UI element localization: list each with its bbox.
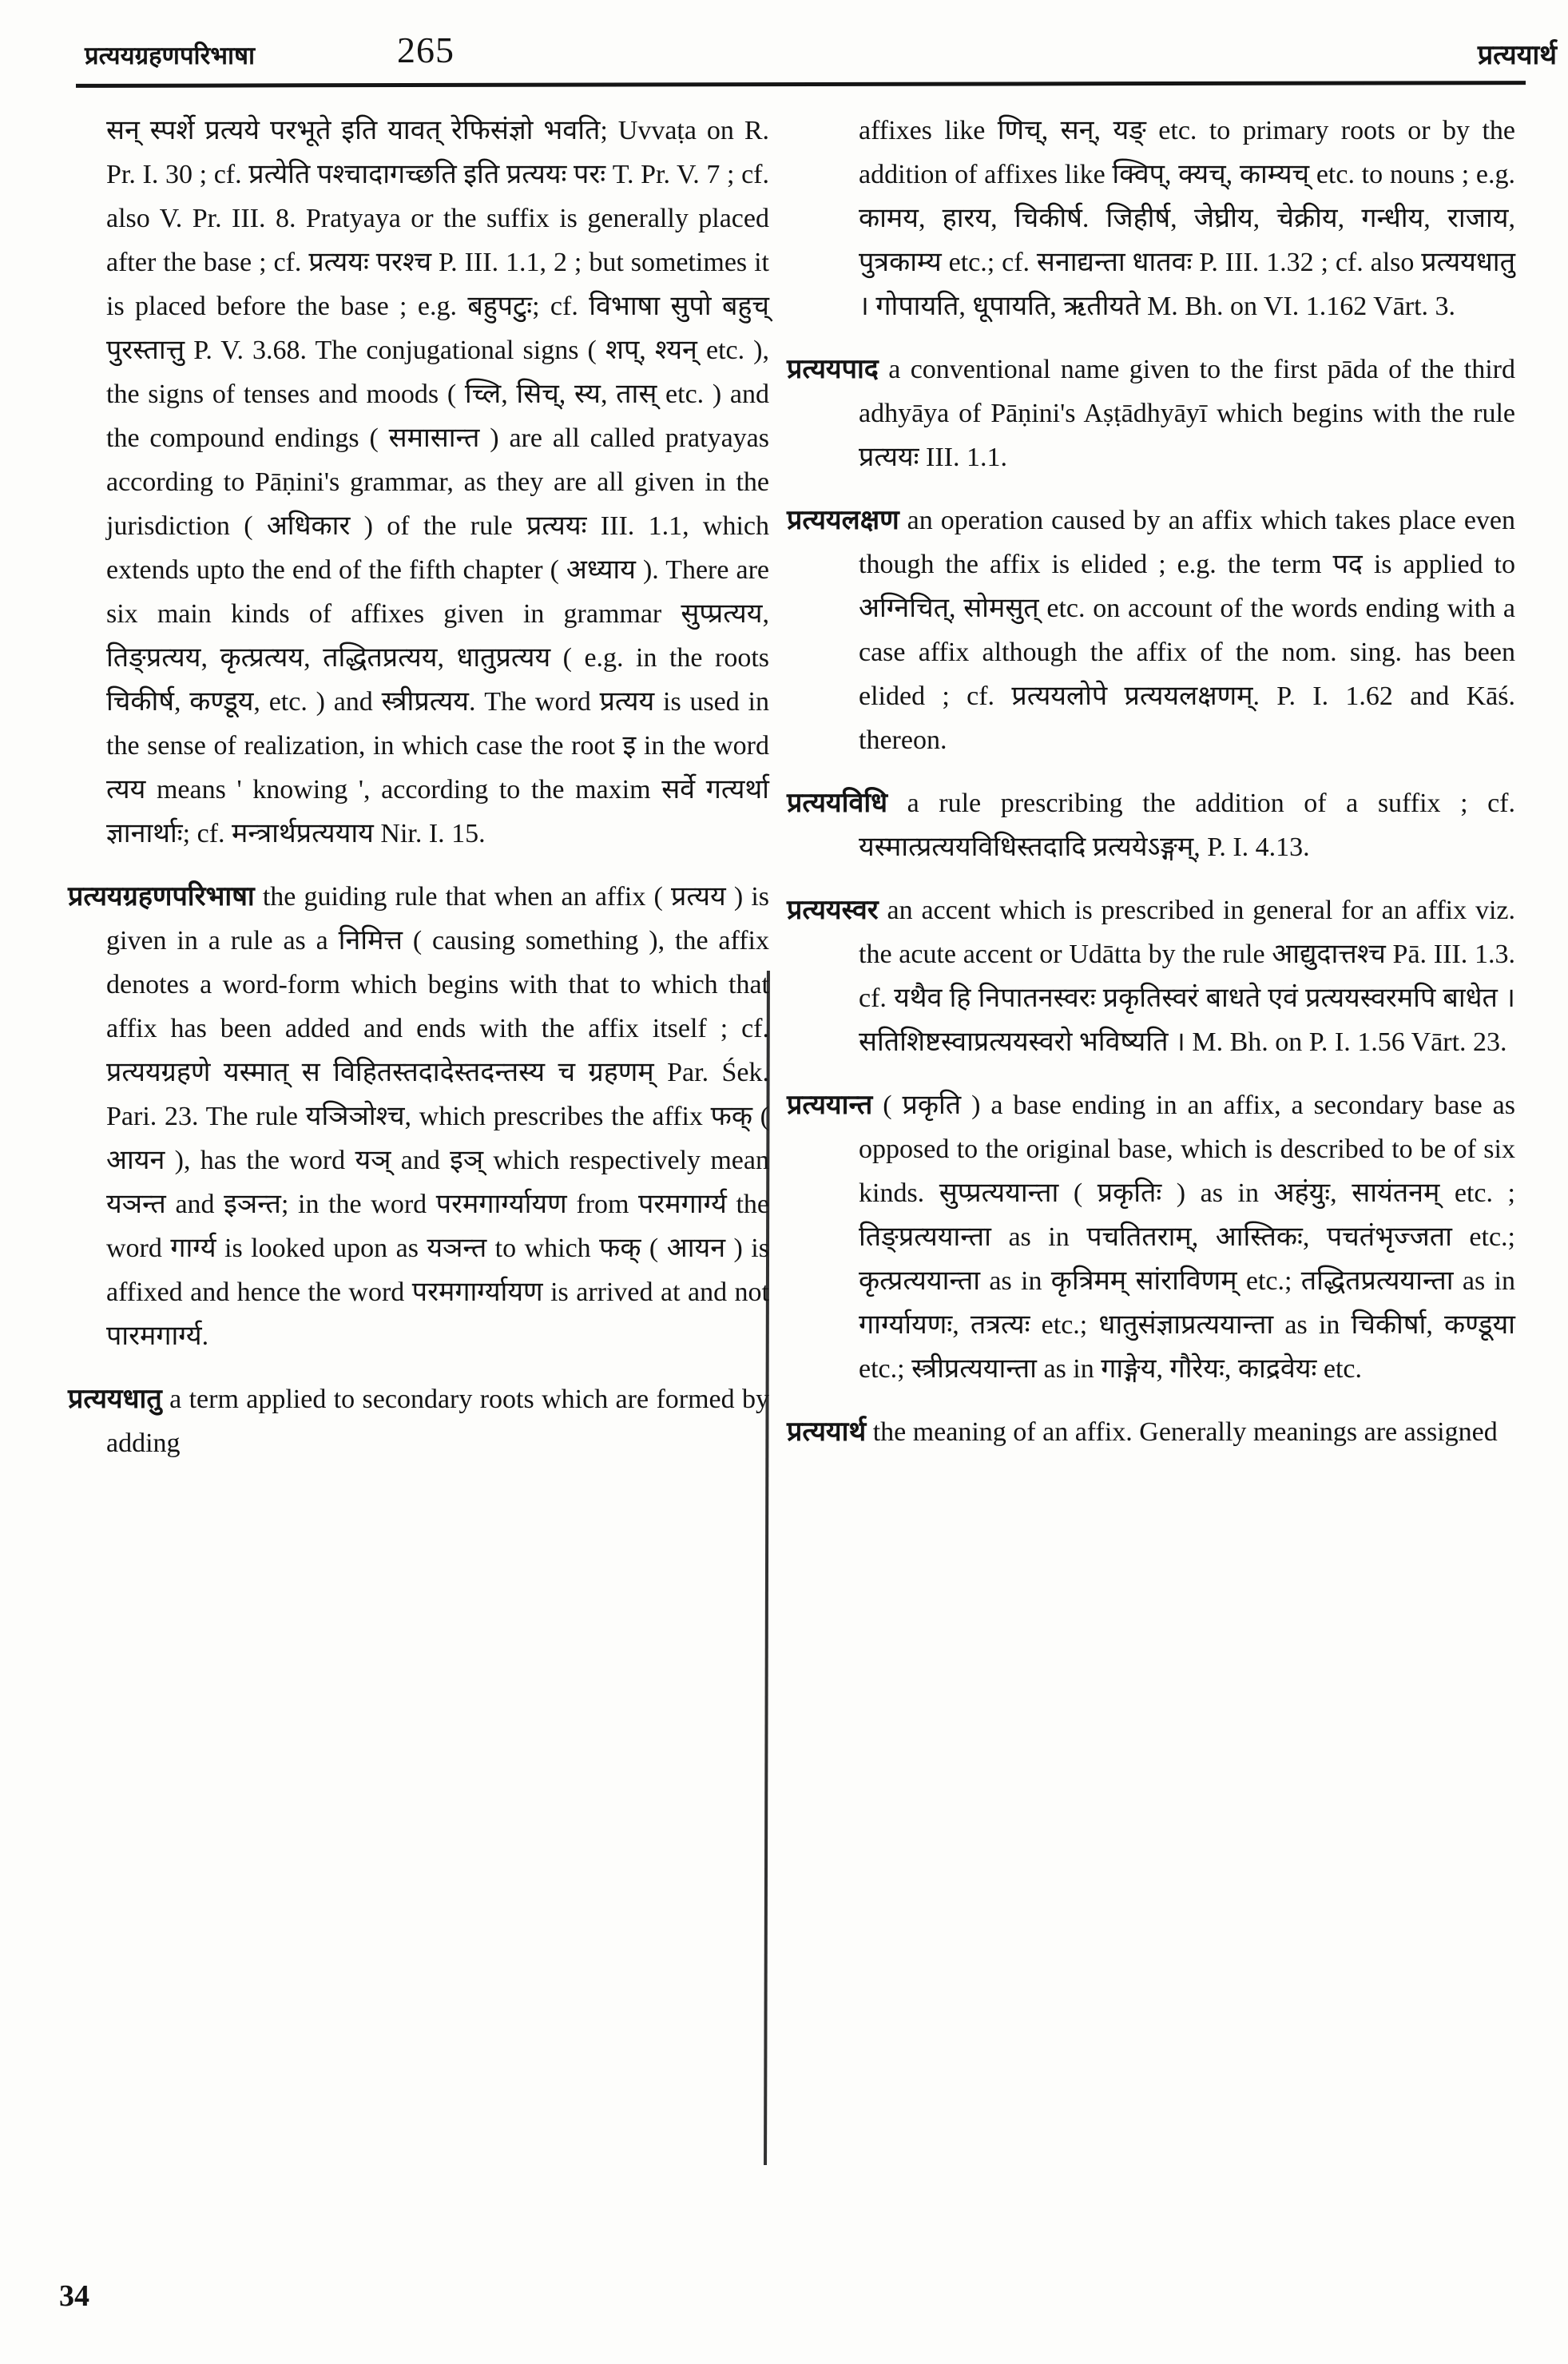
- dictionary-entry: [787, 499, 1515, 762]
- entry-body: ( प्रकृति ) a base ending in an affix, a secondary base as opposed to the original base, which is described to be of six kinds. सुप्प्रत्ययान्ता ( प्रकृतिः ) as in अहंयुः, सायंतनम् etc. ; तिङ्प्रत्ययान्ता as in पचतितराम्, आस्तिकः, पचतंभृज्जता etc.; कृत्प्रत्ययान्ता as in कृत्रिमम् सांराविणम् etc.; तद्धितप्रत्ययान्ता as in गार्ग्यायणः, तत्रत्यः etc.; धातुसंज्ञाप्रत्ययान्ता as in चिकीर्षा, कण्डूया etc.; स्त्रीप्रत्ययान्ता as in गाङ्गेय, गौरेयः, काद्रवेयः etc.: [859, 1091, 1515, 1384]
- entry-headword: प्रत्ययधातु: [68, 1385, 162, 1414]
- dictionary-entry: [787, 348, 1515, 479]
- right-column: [787, 109, 1515, 1473]
- entry-headword: प्रत्ययग्रहणपरिभाषा: [68, 882, 255, 912]
- entry-body: an accent which is prescribed in general for an affix viz. the acute accent or Udātta by the rule आद्युदात्तश्च Pā. III. 1.3. cf. यथैव हि निपातनस्वरः प्रकृतिस्वरं बाधते एवं प्रत्ययस्वरमपि बाधेत । सतिशिष्टस्वाप्रत्ययस्वरो भविष्यति । M. Bh. on P. I. 1.56 Vārt. 23.: [859, 896, 1516, 1057]
- dictionary-entry: [68, 1377, 769, 1465]
- entry-headword: प्रत्ययान्त: [787, 1091, 873, 1120]
- dictionary-entry: [787, 1083, 1515, 1391]
- dictionary-entry: [787, 1410, 1515, 1454]
- left-column: [68, 109, 769, 1484]
- running-head-right: प्रत्ययार्थ: [1477, 41, 1557, 70]
- entry-body: the meaning of an affix. Generally meanings are assigned: [872, 1417, 1498, 1447]
- entry-body: a term applied to secondary roots which are formed by adding: [106, 1385, 769, 1458]
- header-rule: [76, 81, 1526, 88]
- entry-headword: प्रत्ययार्थ: [787, 1417, 867, 1447]
- folio-number: 34: [59, 2279, 89, 2313]
- running-head-left: प्रत्ययग्रहणपरिभाषा: [85, 42, 256, 70]
- continuation-paragraph: सन् स्पर्शे प्रत्यये परभूते इति यावत् रेफिसंज्ञो भवति; Uvvaṭa on R. Pr. I. 30 ; cf. प्रत्येति पश्चादागच्छति इति प्रत्ययः परः T. Pr. V. 7 ; cf. also V. Pr. III. 8. Pratyaya or the suffix is generally placed after the base ; cf. प्रत्ययः परश्च P. III. 1.1, 2 ; but sometimes it is placed before the base ; e.g. बहुपटुः; cf. विभाषा सुपो बहुच् पुरस्तात्तु P. V. 3.68. The conjugational signs ( शप्, श्यन् etc. ), the signs of tenses and moods ( च्लि, सिच्, स्य, तास् etc. ) and the compound endings ( समासान्त ) are all called pratyayas according to Pāṇini's grammar, as they are all given in the jurisdiction ( अधिकार ) of the rule प्रत्ययः III. 1.1, which extends upto the end of the fifth chapter ( अध्याय ). There are six main kinds of affixes given in grammar सुप्प्रत्यय, तिङ्प्रत्यय, कृत्प्रत्यय, तद्धितप्रत्यय, धातुप्रत्यय ( e.g. in the roots चिकीर्ष, कण्डूय, etc. ) and स्त्रीप्रत्यय. The word प्रत्यय is used in the sense of realization, in which case the root इ in the word त्यय means ' knowing ', according to the maxim सर्वे गत्यर्था ज्ञानार्थाः; cf. मन्त्रार्थप्रत्ययाय Nir. I. 15.: [106, 116, 769, 848]
- dictionary-entry: [787, 781, 1515, 869]
- dictionary-entry: [787, 888, 1515, 1064]
- entry-headword: प्रत्ययविधि: [787, 789, 888, 818]
- entry-headword: प्रत्ययस्वर: [787, 896, 879, 925]
- entry-body: a rule prescribing the addition of a suffix ; cf. यस्मात्प्रत्ययविधिस्तदादि प्रत्ययेऽङ्गम्, P. I. 4.13.: [859, 789, 1515, 862]
- entry-headword: प्रत्ययलक्षण: [787, 506, 899, 535]
- entry-body: a conventional name given to the first pāda of the third adhyāya of Pāṇini's Aṣṭādhyāyī which begins with the rule प्रत्ययः III. 1.1.: [859, 355, 1515, 472]
- entry-headword: प्रत्ययपाद: [787, 355, 879, 384]
- dictionary-entry: [68, 875, 769, 1358]
- entry-body: an operation caused by an affix which takes place even though the affix is elided ; e.g. the term पद is applied to अग्निचित्, सोमसुत् etc. on account of the words ending with a case affix although the affix of the nom. sing. has been elided ; cf. प्रत्ययलोपे प्रत्ययलक्षणम्. P. I. 1.62 and Kāś. thereon.: [859, 506, 1516, 755]
- continuation-paragraph: affixes like णिच्, सन्, यङ् etc. to primary roots or by the addition of affixes like क्विप्, क्यच्, काम्यच् etc. to nouns ; e.g. कामय, हारय, चिकीर्ष. जिहीर्ष, जेघ्रीय, चेक्रीय, गन्धीय, राजाय, पुत्रकाम्य etc.; cf. सनाद्यन्ता धातवः P. III. 1.32 ; cf. also प्रत्ययधातु । गोपायति, धूपायति, ऋतीयते M. Bh. on VI. 1.162 Vārt. 3.: [859, 116, 1515, 321]
- page-number: 265: [397, 30, 455, 70]
- entry-body: the guiding rule that when an affix ( प्रत्यय ) is given in a rule as a निमित्त ( causing something ), the affix denotes a word-form which begins with that to which that affix has been added and ends with the affix itself ; cf. प्रत्ययग्रहणे यस्मात् स विहितस्तदादेस्तदन्तस्य च ग्रहणम् Par. Śek. Pari. 23. The rule यञिञोश्च, which prescribes the affix फक् ( आयन ), has the word यञ् and इञ् which respectively mean यञन्त and इञन्त; in the word परमगार्ग्यायण from परमगार्ग्य the word गार्ग्य is looked upon as यञन्त to which फक् ( आयन ) is affixed and hence the word परमगार्ग्यायण is arrived at and not पारमगार्ग्य.: [106, 882, 770, 1351]
